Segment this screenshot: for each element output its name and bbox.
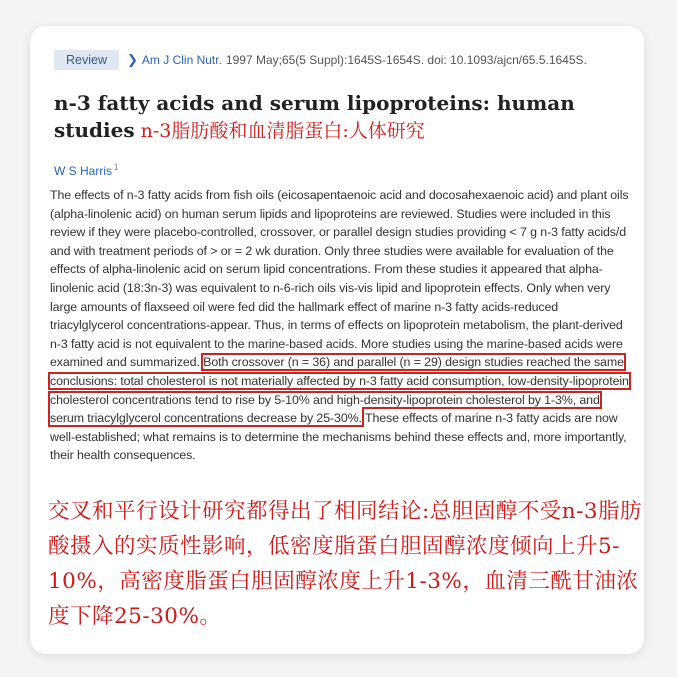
abstract-text-2: These effects of marine n-3 fatty acids are now well-established; what remains is to determine the mechanisms behind these effects and, more importantly, their health consequences. — [50, 411, 627, 463]
author-link[interactable]: W S Harris — [54, 164, 112, 178]
author-line — [54, 163, 118, 178]
article-title — [54, 90, 644, 145]
abstract-text-1: The effects of n-3 fatty acids from fish oils (eicosapentaenoic acid and docosahexaenoic acid) and plant oils (alpha-linolenic acid) on human serum lipids and lipoproteins are reviewed. Studies were included in this review if they were placebo-controlled, crossover, or parallel design studies providing < 7 g n-3 fatty acids/d and with treatment periods of > or = 2 wk duration. Only three studies were available for evaluation of the effects of alpha-linolenic acid on serum lipid concentrations. From these studies it appeared that alpha-linolenic acid (18:3n-3) was equivalent to n-6-rich oils vis-vis lipid and lipoprotein effects. Only when very large amounts of flaxseed oil were fed did the hallmark effect of marine n-3 fatty acids-reduced triacylglycerol concentrations-appear. Thus, in terms of effects on lipoprotein metabolism, the plant-derived n-3 fatty acid is not equivalent to the marine-based acids. More studies using the marine-based acids were examined and summarized. — [50, 188, 629, 370]
title-chinese: n-3脂肪酸和血清脂蛋白:人体研究 — [140, 120, 425, 142]
title-english: n-3 fatty acids and serum lipoproteins: human studies — [54, 91, 575, 142]
chevron-right-icon: ❯ — [127, 52, 138, 67]
abstract — [50, 186, 632, 465]
affiliation-mark: 1 — [114, 163, 119, 172]
highlighted-finding: Both crossover (n = 36) and parallel (n = 29) design studies reached the same conclusions: total cholesterol is not materially affected by n-3 fatty acid consumption, low-density-lipoprotein cholesterol concentrations tend to rise by 5-10% and high-density-lipoprotein cholesterol by 1-3%, and serum triacylglycerol concentrations decrease by 25-30%. — [50, 355, 629, 426]
chinese-annotation: 交叉和平行设计研究都得出了相同结论:总胆固醇不受n-3脂肪酸摄入的实质性影响，低密度脂蛋白胆固醇浓度倾向上升5-10%，高密度脂蛋白胆固醇浓度上升1-3%，血清三酰甘油浓度下降25-30%。 — [48, 499, 643, 629]
review-badge: Review — [54, 50, 119, 70]
journal-link[interactable]: Am J Clin Nutr. — [141, 53, 222, 67]
citation-text: 1997 May;65(5 Suppl):1645S-1654S. doi: 10.1093/ajcn/65.5.1645S. — [225, 53, 587, 67]
citation-line — [54, 49, 587, 71]
